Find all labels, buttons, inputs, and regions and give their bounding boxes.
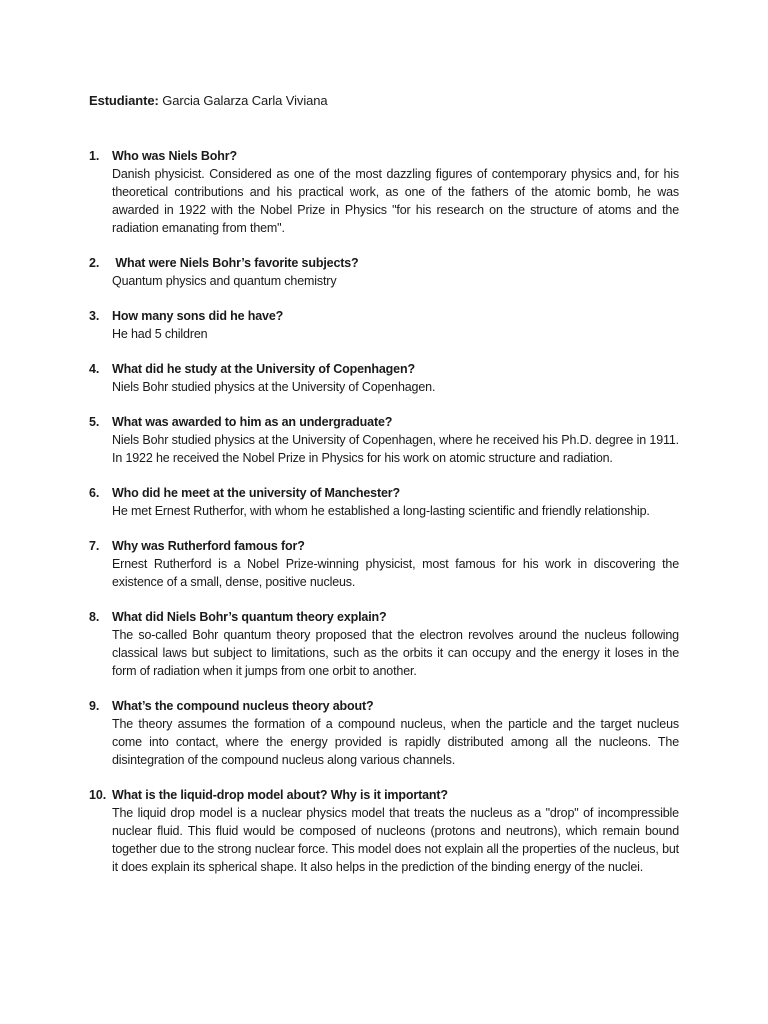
answer-text: He met Ernest Rutherfor, with whom he established a long-lasting scientific and friendly relationship.: [112, 504, 650, 518]
student-label: Estudiante:: [89, 93, 159, 108]
question-item-8: [89, 608, 679, 680]
answer-text: Niels Bohr studied physics at the University of Copenhagen, where he received his Ph.D. degree in 1911. In 1922 he received the Nobel Prize in Physics for his work on atomic structure and radiation.: [112, 433, 679, 465]
question-item-5: [89, 413, 679, 467]
question-item-4: [89, 360, 679, 396]
question-item-7: [89, 537, 679, 591]
question-item-6: [89, 484, 679, 520]
question-text: What were Niels Bohr’s favorite subjects?: [112, 256, 359, 270]
question-number: 10.: [89, 788, 107, 802]
question-number: 7.: [89, 539, 100, 553]
question-text: What did he study at the University of Copenhagen?: [112, 362, 415, 376]
answer-text: The theory assumes the formation of a compound nucleus, when the particle and the target nucleus come into contact, where the energy provided is rapidly distributed among all the nucleons. The disintegration of the compound nucleus along various channels.: [112, 717, 679, 767]
question-number: 6.: [89, 486, 100, 500]
question-item-3: [89, 307, 679, 343]
answer-text: The liquid drop model is a nuclear physics model that treats the nucleus as a "drop" of incompressible nuclear fluid. This fluid would be composed of nucleons (protons and neutrons), which remain bound together due to the strong nuclear force. This model does not explain all the properties of the nucleus, but it does explain its spherical shape. It also helps in the prediction of the binding energy of the nuclei.: [112, 806, 679, 874]
student-line: [89, 92, 328, 110]
answer-text: Quantum physics and quantum chemistry: [112, 274, 337, 288]
answer-text: Danish physicist. Considered as one of the most dazzling figures of contemporary physics and, for his theoretical contributions and his practical work, as one of the fathers of the atomic bomb, he was awarded in 1922 with the Nobel Prize in Physics "for his research on the structure of atoms and the radiation emanating from them".: [112, 167, 679, 235]
question-item-1: [89, 147, 679, 237]
question-number: 9.: [89, 699, 100, 713]
question-item-2: [89, 254, 679, 290]
answer-text: The so-called Bohr quantum theory proposed that the electron revolves around the nucleus following classical laws but subject to limitations, such as the orbits it can occupy and the energy it loses in the form of radiation when it jumps from one orbit to another.: [112, 628, 679, 678]
question-text: Why was Rutherford famous for?: [112, 539, 305, 553]
question-list: [89, 147, 679, 892]
answer-text: He had 5 children: [112, 327, 208, 341]
question-text: Who was Niels Bohr?: [112, 149, 237, 163]
answer-text: Ernest Rutherford is a Nobel Prize-winning physicist, most famous for his work in discovering the existence of a small, dense, positive nucleus.: [112, 557, 679, 589]
question-number: 1.: [89, 149, 100, 163]
answer-text: Niels Bohr studied physics at the University of Copenhagen.: [112, 380, 436, 394]
question-text: Who did he meet at the university of Manchester?: [112, 486, 400, 500]
question-item-10: [89, 786, 679, 876]
question-item-9: [89, 697, 679, 769]
question-number: 3.: [89, 309, 100, 323]
question-text: What is the liquid-drop model about? Why is it important?: [112, 788, 448, 802]
question-text: How many sons did he have?: [112, 309, 284, 323]
question-number: 4.: [89, 362, 100, 376]
question-number: 5.: [89, 415, 100, 429]
question-text: What did Niels Bohr’s quantum theory explain?: [112, 610, 387, 624]
student-name: Garcia Galarza Carla Viviana: [162, 93, 328, 108]
question-number: 8.: [89, 610, 100, 624]
question-number: 2.: [89, 256, 100, 270]
question-text: What was awarded to him as an undergraduate?: [112, 415, 393, 429]
question-text: What’s the compound nucleus theory about?: [112, 699, 374, 713]
